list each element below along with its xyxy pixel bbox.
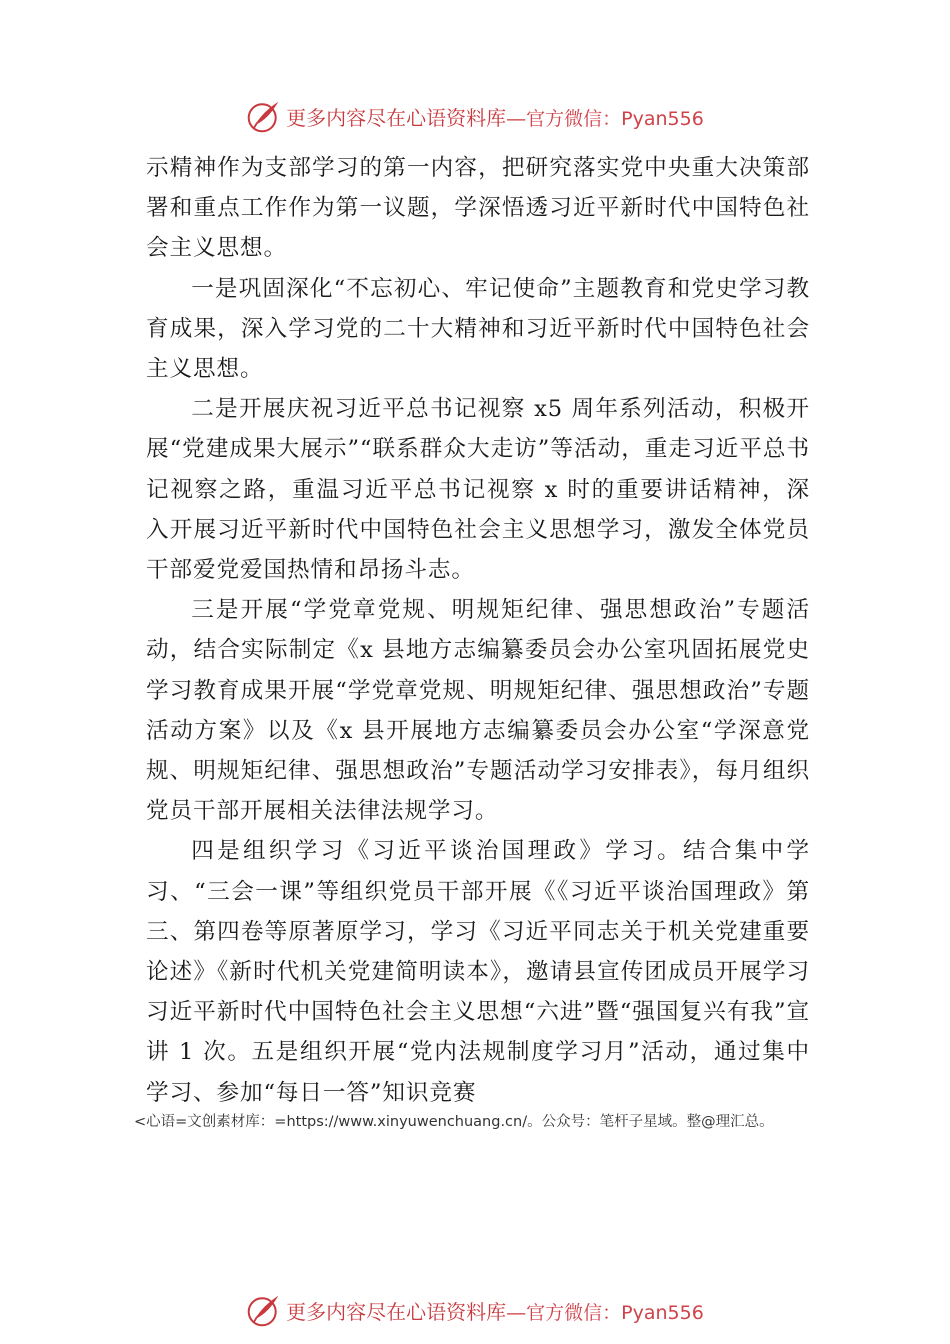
banner-dash: — (506, 1299, 527, 1324)
banner-text (286, 1296, 704, 1325)
paragraph-item-3: 三是开展“学党章党规、明规矩纪律、强思想政治”专题活动，结合实际制定《x 县地方志编纂委员会办公室巩固拓展党史学习教育成果开展“学党章党规、明规矩纪律、强思想政治”专题活动方案》以及《x 县开展地方志编纂委员会办公室“学深意党规、明规矩纪律、强思想政治”专题活动学习安排表》，每月组织党员干部开展相关法律法规学习。 (146, 597, 810, 825)
paragraph-item-4: 四是组织学习《习近平谈治国理政》学习。结合集中学习、“三会一课”等组织党员干部开展《《习近平谈治国理政》第三、第四卷等原著原学习，学习《习近平同志关于机关党建重要论述》《新时代机关党建简明读本》，邀请县宣传团成员开展学习习近平新时代中国特色社会主义思想“六进”暨“强国复兴有我”宣讲 1 次。五是组织开展“党内法规制度学习月”活动，通过集中学习、参加“每日一答”知识竞赛 (146, 838, 810, 1106)
quill-pen-icon (246, 1292, 282, 1328)
source-note: <心语=文创素材库：=https://www.xinyuwenchuang.cn/。公众号：笔杆子星域。整@理汇总。 (134, 1114, 774, 1130)
quill-pen-icon (246, 98, 282, 134)
banner-text (286, 102, 704, 131)
banner-wechat: 官方微信：Pyan556 (526, 1301, 704, 1324)
banner-main-text: 更多内容尽在心语资料库 (286, 105, 507, 130)
document-body (146, 148, 810, 1113)
paragraph-item-2: 二是开展庆祝习近平总书记视察 x5 周年系列活动，积极开展“党建成果大展示”“联系群众大走访”等活动，重走习近平总书记视察之路，重温习近平总书记视察 x 时的重要讲话精神，深入开展习近平新时代中国特色社会主义思想学习，激发全体党员干部爱党爱国热情和昂扬斗志。 (146, 396, 810, 584)
header-banner (0, 96, 950, 136)
banner-dash: — (506, 105, 527, 130)
banner-wechat: 官方微信：Pyan556 (526, 107, 704, 130)
banner-main-text: 更多内容尽在心语资料库 (286, 1299, 507, 1324)
footer-banner (0, 1290, 950, 1330)
paragraph-continuation: 示精神作为支部学习的第一内容，把研究落实党中央重大决策部署和重点工作作为第一议题，学深悟透习近平新时代中国特色社会主义思想。 (146, 155, 810, 262)
paragraph-item-1: 一是巩固深化“不忘初心、牢记使命”主题教育和党史学习教育成果，深入学习党的二十大精神和习近平新时代中国特色社会主义思想。 (146, 275, 810, 383)
